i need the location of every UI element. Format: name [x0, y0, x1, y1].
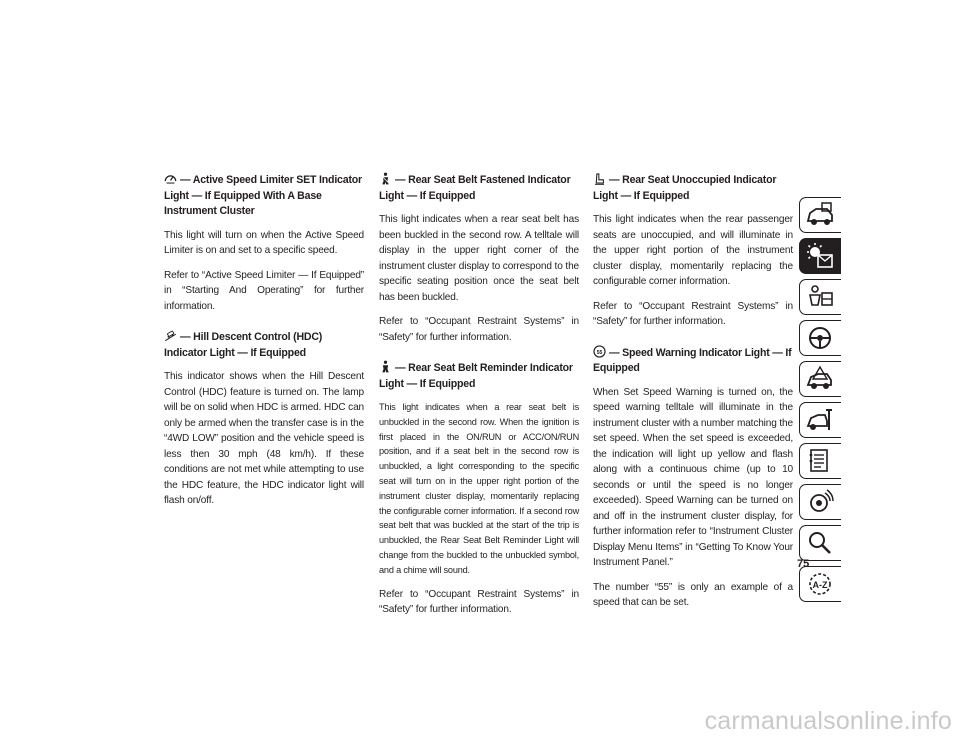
column-right [593, 172, 793, 620]
tab-introduction[interactable] [799, 197, 841, 233]
body-text: This indicator shows when the Hill Descent Control (HDC) feature is turned on. The lamp will be on solid when HDC is armed. HDC can only be armed when the transfer case is in the “4WD LOW” position and the vehicle speed is less then 30 mph (48 km/h). If these conditions are not met while attempting to use the HDC feature, the HDC indicator light will flash on/off. [164, 371, 364, 506]
body-text: This light indicates when the rear passenger seats are unoccupied, and will illuminate in the upper right portion of the instrument cluster display, momentarily replacing the configurable corner information. [593, 214, 793, 287]
tab-multimedia[interactable] [799, 484, 841, 520]
section-heading: — Rear Seat Unoccupied Indicator Light — If Equipped [593, 174, 777, 202]
section-heading: — Hill Descent Control (HDC) Indicator Light — If Equipped [164, 331, 323, 359]
tab-getting-to-know-instrument-panel[interactable] [799, 238, 841, 274]
svg-text:A-Z: A-Z [812, 580, 828, 590]
section-heading: — Rear Seat Belt Fastened Indicator Light — If Equipped [379, 174, 571, 202]
column-left [164, 172, 364, 518]
tab-customer-assistance[interactable] [799, 525, 841, 561]
tab-technical-specifications[interactable] [799, 443, 841, 479]
speed-warning-icon [593, 345, 606, 358]
tab-index[interactable] [799, 566, 841, 602]
body-text: This light will turn on when the Active Speed Limiter is on and set to a specific speed. [164, 229, 364, 256]
speedometer-limiter-icon [164, 172, 177, 185]
section-heading: 55 — Speed Warning Indicator Light — If Equipped [593, 346, 792, 374]
svg-text:55: 55 [596, 349, 603, 356]
rear-seat-unoccupied-icon [593, 172, 606, 185]
tab-starting-operating[interactable] [799, 320, 841, 356]
hill-descent-icon [164, 329, 177, 342]
body-text: This light indicates when a rear seat belt has been buckled in the second row. A telltale will display in the upper right corner of the instrument cluster display to correspond to the specific seating position once the seat belt has been buckled. [379, 214, 579, 303]
section-heading: — Rear Seat Belt Reminder Indicator Light — If Equipped [379, 362, 573, 390]
search-index-icon [805, 529, 835, 557]
body-text: This light indicates when a rear seat belt is unbuckled in the second row. When the ignition is first placed in the ON/RUN or ACC/ON/RUN position, and if a seat belt in the second row is unbuckled, a light corresponding to the specific seat will turn on in the upper right portion of the instrument cluster display, momentarily replacing the configurable corner information. If a second row seat belt that was buckled at the start of the trip is unbuckled, the Rear Seat Belt Reminder Light will change from the buckled to the unbuckled symbol, and a chime will sound. [379, 402, 579, 575]
multimedia-icon [805, 570, 835, 598]
rear-seatbelt-reminder-icon [379, 360, 392, 373]
chapter-tabs [799, 197, 844, 607]
column-middle [379, 172, 579, 627]
rear-seatbelt-fastened-icon [379, 172, 392, 185]
service-maintenance-icon [805, 447, 835, 475]
page-number: 75 [797, 558, 810, 570]
specifications-icon [805, 488, 835, 516]
starting-driving-icon [805, 365, 835, 393]
emergency-icon [805, 406, 835, 434]
tab-servicing[interactable] [799, 402, 841, 438]
instrument-panel-icon [805, 242, 835, 270]
section-heading: — Active Speed Limiter SET Indicator Light — If Equipped With A Base Instrument Cluster [164, 174, 362, 217]
steering-wheel-icon [805, 324, 835, 352]
body-text: Refer to “Occupant Restraint Systems” in “Safety” for further information. [379, 588, 579, 616]
body-text: Refer to “Occupant Restraint Systems” in “Safety” for further information. [593, 300, 793, 327]
car-intro-icon [805, 201, 835, 229]
safety-icon [805, 283, 835, 311]
body-text: Refer to “Active Speed Limiter — If Equipped” in “Starting And Operating” for further information. [164, 269, 364, 312]
tab-in-case-of-emergency[interactable] [799, 361, 841, 397]
tab-safety[interactable] [799, 279, 841, 315]
watermark: carmanualsonline.info [704, 707, 952, 735]
body-text: When Set Speed Warning is turned on, the speed warning telltale will illuminate in the instrument cluster with a number matching the set speed. When the set speed is exceeded, the indication will light up yellow and flash along with a continuous chime (up to 10 seconds or until the speed is no longer exceeded). Speed Warning can be turned on and off in the instrument cluster display, for further information refer to “Instrument Cluster Display Menu Items” in “Getting To Know Your Instrument Panel.” [593, 386, 793, 568]
body-text: Refer to “Occupant Restraint Systems” in “Safety” for further information. [379, 316, 579, 343]
body-text: The number “55” is only an example of a speed that can be set. [593, 581, 793, 608]
